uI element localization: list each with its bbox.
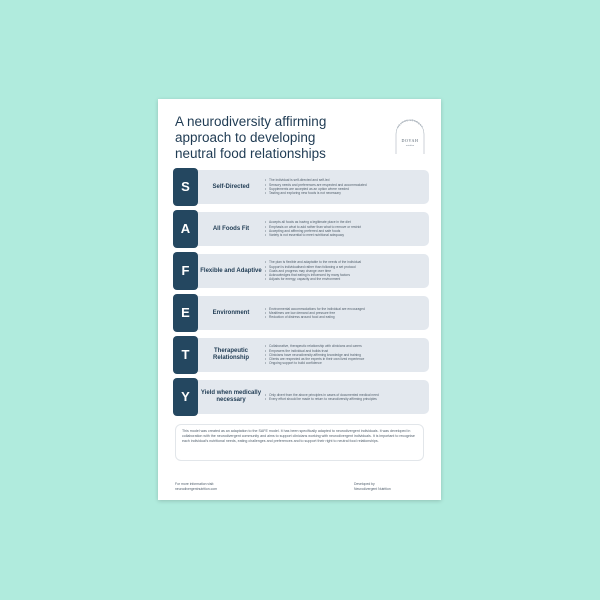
title-line-1: A neurodiversity affirming — [175, 114, 327, 129]
svg-text:NEURODIVERGENT — [397, 119, 424, 129]
row-therapeutic-relationship — [173, 336, 429, 374]
footer-info — [175, 482, 285, 491]
bullet: • Ongoing support to build confidence — [265, 361, 427, 365]
brand-logo — [390, 114, 430, 154]
row-bullets — [265, 255, 427, 287]
bullet: • Clients are respected as the experts in their own lived experience — [265, 357, 427, 361]
letter-tile-a: A — [173, 210, 198, 248]
bullet: • Collaborative, therapeutic relationship with clinicians and carers — [265, 344, 427, 348]
logo-arc-text: NEURODIVERGENT — [396, 118, 424, 129]
row-flexible-adaptive — [173, 252, 429, 290]
row-label: Environment — [212, 309, 250, 316]
row-bullets — [265, 171, 427, 203]
row-label: Therapeutic Relationship — [212, 348, 249, 361]
footer-info-link[interactable]: neurodivergentnutrition.com — [175, 486, 218, 491]
poster-sheet — [158, 99, 441, 500]
title-line-3: neutral food relationships — [175, 146, 326, 161]
row-bullets — [265, 297, 427, 329]
bullet: • Every effort should be made to return to neurodiversity affirming principles — [265, 397, 427, 401]
footer-info-label: For more information visit: — [175, 482, 215, 486]
row-bullets — [265, 213, 427, 245]
poster-title — [175, 114, 355, 162]
bullet: • Only divert from the above principles in cases of documented medical need — [265, 393, 427, 397]
bullet: • Acknowledges that eating is influenced by many factors — [265, 273, 427, 277]
title-line-2: approach to developing — [175, 130, 316, 145]
bullet: • Mealtimes are low demand and pressure free — [265, 311, 427, 315]
row-bullets — [265, 381, 427, 413]
footer-credit-label: Developed by — [354, 482, 375, 486]
bullet: • Accepts all foods as having a legitimate place in the diet — [265, 220, 427, 224]
letter-tile-f: F — [173, 252, 198, 290]
logo-name: DOVAH — [401, 138, 419, 143]
bullet: • Reduction of distress around food and eating — [265, 315, 427, 319]
letter-tile-y: Y — [173, 378, 198, 416]
bullet: • Adjusts for energy, capacity and the environment — [265, 277, 427, 281]
row-label: Yield when medically necessary — [200, 390, 262, 403]
bullet: • Accepting and affirming preferred and safe foods — [265, 229, 427, 233]
bullet: • Support is individualised rather than following a set protocol — [265, 265, 427, 269]
row-all-foods-fit — [173, 210, 429, 248]
footer-credit-name: Neurodivergent Nutrition — [354, 486, 391, 491]
letter-tile-e: E — [173, 294, 198, 332]
row-environment — [173, 294, 429, 332]
bullet: • The individual is self-directed and self-led — [265, 178, 427, 182]
bullet: • Clinicians have neurodiversity affirming knowledge and training — [265, 353, 427, 357]
bullet: • Empowers the individual and builds trust — [265, 349, 427, 353]
row-label: Self-Directed — [212, 183, 250, 190]
model-note: This model was created as an adaptation to the SAFE model. It has been specifically adapted to neurodivergent individuals. It was developed in collaboration with the neurodivergent community and aims to support clinicians working with neurodivergent individuals. It is important to recognise each individual's nutritional needs, eating challenges and preferences and to support their right to neutral food relationships. — [175, 424, 424, 461]
bullet: • The plan is flexible and adaptable to the needs of the individual — [265, 260, 427, 264]
row-yield-medically-necessary — [173, 378, 429, 416]
row-label: All Foods Fit — [212, 225, 250, 232]
bullet: • Goals and progress may change over time — [265, 269, 427, 273]
letter-tile-s: S — [173, 168, 198, 206]
row-label: Flexible and Adaptive — [200, 267, 262, 274]
logo-sub: nutrition — [405, 144, 415, 147]
footer-credit — [354, 482, 434, 491]
bullet: • Variety is not essential to meet nutritional adequacy — [265, 233, 427, 237]
row-self-directed — [173, 168, 429, 206]
brand-logo-graphic — [390, 114, 430, 154]
bullet: • Tasting and exploring new foods is not necessary — [265, 191, 427, 195]
bullet: • Sensory needs and preferences are respected and accommodated — [265, 183, 427, 187]
bullet: • Supplements are accepted as an option where needed — [265, 187, 427, 191]
letter-tile-t: T — [173, 336, 198, 374]
row-bullets — [265, 339, 427, 371]
bullet: • Emphasis on what to add rather than what to remove or restrict — [265, 225, 427, 229]
bullet: • Environmental accommodations for the individual are encouraged — [265, 307, 427, 311]
